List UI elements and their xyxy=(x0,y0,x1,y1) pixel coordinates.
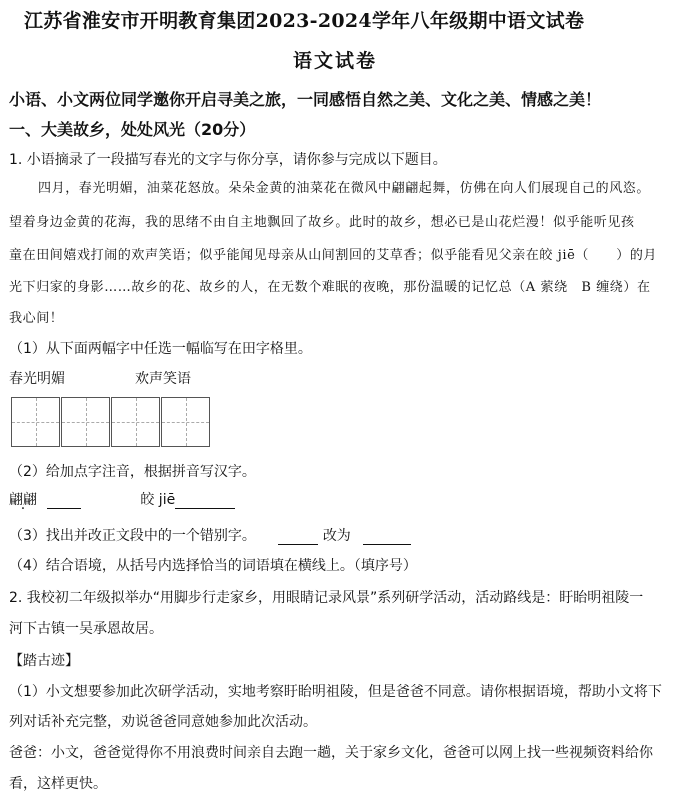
grid-cell[interactable] xyxy=(11,397,60,447)
question-1-stem: 1. 小语摘录了一段描写春光的文字与你分享，请你参与完成以下题目。 xyxy=(9,152,447,168)
section-heading: 一、大美故乡，处处风光（20分） xyxy=(9,120,256,139)
sub-question-4: （4）结合语境，从括号内选择恰当的词语填在横线上。（填序号） xyxy=(9,558,417,574)
passage-line-5: 我心间！ xyxy=(9,311,64,326)
exam-subtitle: 语文试卷 xyxy=(293,50,378,72)
dad-dialogue-line-1: 爸爸：小文，爸爸觉得你不用浪费时间亲自去跑一趟，关于家乡文化，爸爸可以网上找一些视频资料给你 xyxy=(9,745,653,761)
correct-char-blank[interactable] xyxy=(363,530,411,545)
dad-dialogue-line-2: 看，这样更快。 xyxy=(9,776,107,792)
q2-sub1-line-2: 列对话补充完整，劝说爸爸同意她参加此次活动。 xyxy=(9,714,317,730)
passage-line-4: 光下归家的身影……故乡的花、故乡的人，在无数个难眠的夜晚，那份温暖的记忆总（A 萦绕 B 缠绕）在 xyxy=(9,280,651,295)
answer-blank-a[interactable] xyxy=(47,494,81,509)
sub-question-3 xyxy=(9,525,411,545)
pinyin-word: 皎 jiē xyxy=(140,492,176,508)
phrase-option-a: 春光明媚 xyxy=(9,371,65,387)
question-2-line-2: 河下古镇一吴承恩故居。 xyxy=(9,621,163,637)
passage-line-2: 望着身边金黄的花海，我的思绪不由自主地飘回了故乡。此时的故乡，想必已是山花烂漫！似乎能听见孩 xyxy=(9,215,635,230)
grid-cell[interactable] xyxy=(161,397,210,447)
passage-line-1: 四月，春光明媚，油菜花怒放。朵朵金黄的油菜花在微风中翩翩起舞，仿佛在向人们展现自己的风恣。 xyxy=(38,181,651,196)
sub-question-1: （1）从下面两幅字中任选一幅临写在田字格里。 xyxy=(9,341,312,357)
passage-line-3: 童在田间嬉戏打闹的欢声笑语；似乎能闻见母亲从山间割回的艾草香；似乎能看见父亲在皎 jiē（ ）的月 xyxy=(9,248,658,263)
sub-question-3-text: （3）找出并改正文段中的一个错别字。 xyxy=(9,528,256,544)
pinyin-row xyxy=(9,489,235,509)
q2-sub1-line-1: （1）小文想要参加此次研学活动，实地考察盱眙明祖陵，但是爸爸不同意。请你根据语境，帮助小文将下 xyxy=(9,684,662,700)
exam-title: 江苏省淮安市开明教育集团2023-2024学年八年级期中语文试卷 xyxy=(24,10,585,32)
grid-cell[interactable] xyxy=(111,397,160,447)
wrong-char-blank[interactable] xyxy=(278,530,318,545)
grid-cell[interactable] xyxy=(61,397,110,447)
dotted-word: 翩翩 xyxy=(9,492,37,508)
answer-blank-b[interactable] xyxy=(175,494,235,509)
question-2-line-1: 2. 我校初二年级拟举办“用脚步行走家乡，用眼睛记录风景”系列研学活动，活动路线是：盱眙明祖陵一 xyxy=(9,590,644,606)
phrase-option-b: 欢声笑语 xyxy=(135,371,191,387)
sub-question-2: （2）给加点字注音，根据拼音写汉字。 xyxy=(9,464,256,480)
tianzi-grid[interactable] xyxy=(11,397,211,447)
activity-tag: 【踏古迹】 xyxy=(9,653,79,669)
change-to-label: 改为 xyxy=(322,528,351,544)
intro-line: 小语、小文两位同学邀你开启寻美之旅，一同感悟自然之美、文化之美、情感之美！ xyxy=(9,90,602,109)
